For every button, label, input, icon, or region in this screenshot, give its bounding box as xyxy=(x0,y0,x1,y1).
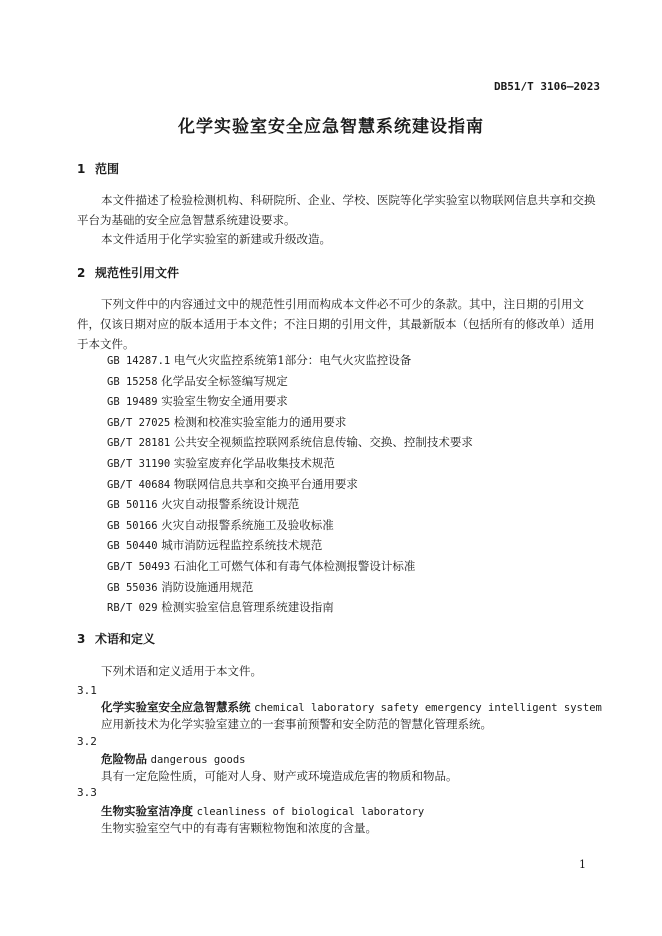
term-name-zh: 化学实验室安全应急智慧系统 xyxy=(101,700,251,714)
term-number: 3.3 xyxy=(77,786,97,799)
term-definition: 应用新技术为化学实验室建立的一套事前预警和安全防范的智慧化管理系统。 xyxy=(101,717,492,731)
scope-paragraph-1: 本文件描述了检验检测机构、科研院所、企业、学校、医院等化学实验室以物联网信息共享和交换平台为基础的安全应急智慧系统建设要求。 xyxy=(77,193,596,227)
reference-title: 物联网信息共享和交换平台通用要求 xyxy=(173,476,358,491)
reference-list xyxy=(107,350,473,618)
term-name-en: dangerous goods xyxy=(150,754,246,766)
reference-item xyxy=(107,535,473,556)
reference-title: 公共安全视频监控联网系统信息传输、交换、控制技术要求 xyxy=(173,435,473,450)
reference-title: 石油化工可燃气体和有毒气体检测报警设计标准 xyxy=(173,558,416,573)
terms-intro: 下列术语和定义适用于本文件。 xyxy=(101,664,262,678)
term-name-en: cleanliness of biological laboratory xyxy=(196,806,425,818)
reference-title: 实验室生物安全通用要求 xyxy=(161,394,288,409)
reference-item xyxy=(107,556,473,577)
reference-item xyxy=(107,474,473,495)
reference-title: 实验室废弃化学品收集技术规范 xyxy=(173,455,335,470)
scope-paragraph-2: 本文件适用于化学实验室的新建或升级改造。 xyxy=(101,232,331,246)
section-number: 3 xyxy=(77,632,86,646)
reference-title: 化学品安全标签编写规定 xyxy=(161,373,288,388)
reference-item xyxy=(107,494,473,515)
section-number: 2 xyxy=(77,266,86,280)
standard-code: DB51/T 3106—2023 xyxy=(494,80,600,93)
reference-code: GB/T 50493 xyxy=(107,560,171,573)
document-title: 化学实验室安全应急智慧系统建设指南 xyxy=(178,117,484,137)
reference-item xyxy=(107,577,473,598)
reference-code: GB 14287.1 xyxy=(107,355,171,367)
term-name xyxy=(101,699,602,715)
reference-title: 火灾自动报警系统设计规范 xyxy=(161,497,300,512)
reference-item xyxy=(107,515,473,536)
references-intro: 下列文件中的内容通过文中的规范性引用而构成本文件必不可少的条款。其中，注日期的引用文件，仅该日期对应的版本适用于本文件；不注日期的引用文件，其最新版本（包括所有的修改单）适用于本文件。 xyxy=(77,297,595,351)
section-title: 术语和定义 xyxy=(95,632,156,646)
page-number: 1 xyxy=(579,858,586,871)
section-title: 范围 xyxy=(95,162,120,176)
term-name-zh: 生物实验室洁净度 xyxy=(101,804,193,818)
section-title: 规范性引用文件 xyxy=(95,266,180,280)
reference-title: 火灾自动报警系统施工及验收标准 xyxy=(161,517,334,532)
reference-code: GB 15258 xyxy=(107,375,158,388)
reference-code: GB 50440 xyxy=(107,540,158,553)
term-number: 3.2 xyxy=(77,735,97,748)
reference-title: 城市消防远程监控系统技术规范 xyxy=(161,538,323,553)
reference-item xyxy=(107,412,473,433)
section-heading-scope xyxy=(77,160,119,177)
section-number: 1 xyxy=(77,162,86,176)
reference-item xyxy=(107,453,473,474)
reference-code: GB/T 28181 xyxy=(107,437,171,450)
reference-code: GB 55036 xyxy=(107,581,158,594)
reference-code: GB/T 40684 xyxy=(107,478,171,491)
reference-code: GB 50116 xyxy=(107,499,158,512)
reference-code: RB/T 029 xyxy=(107,602,158,615)
reference-item xyxy=(107,597,473,618)
reference-item xyxy=(107,350,473,371)
term-name xyxy=(101,803,424,819)
term-name xyxy=(101,751,245,767)
reference-item xyxy=(107,391,473,412)
term-name-zh: 危险物品 xyxy=(101,752,147,766)
term-definition: 生物实验室空气中的有毒有害颗粒物饱和浓度的含量。 xyxy=(101,821,377,835)
reference-title: 检测和校准实验室能力的通用要求 xyxy=(173,414,347,429)
reference-title: 消防设施通用规范 xyxy=(161,579,254,594)
reference-code: GB/T 31190 xyxy=(107,457,171,470)
term-name-en: chemical laboratory safety emergency intelligent system xyxy=(254,702,602,714)
reference-code: GB 19489 xyxy=(107,396,158,409)
term-definition: 具有一定危险性质，可能对人身、财产或环境造成危害的物质和物品。 xyxy=(101,769,458,783)
reference-title: 检测实验室信息管理系统建设指南 xyxy=(161,600,334,615)
term-number: 3.1 xyxy=(77,684,97,697)
reference-title: 电气火灾监控系统第1部分：电气火灾监控设备 xyxy=(173,353,412,367)
reference-item xyxy=(107,432,473,453)
reference-code: GB 50166 xyxy=(107,519,158,532)
section-heading-terms xyxy=(77,630,155,647)
reference-item xyxy=(107,371,473,392)
reference-code: GB/T 27025 xyxy=(107,416,171,429)
section-heading-references xyxy=(77,264,179,281)
